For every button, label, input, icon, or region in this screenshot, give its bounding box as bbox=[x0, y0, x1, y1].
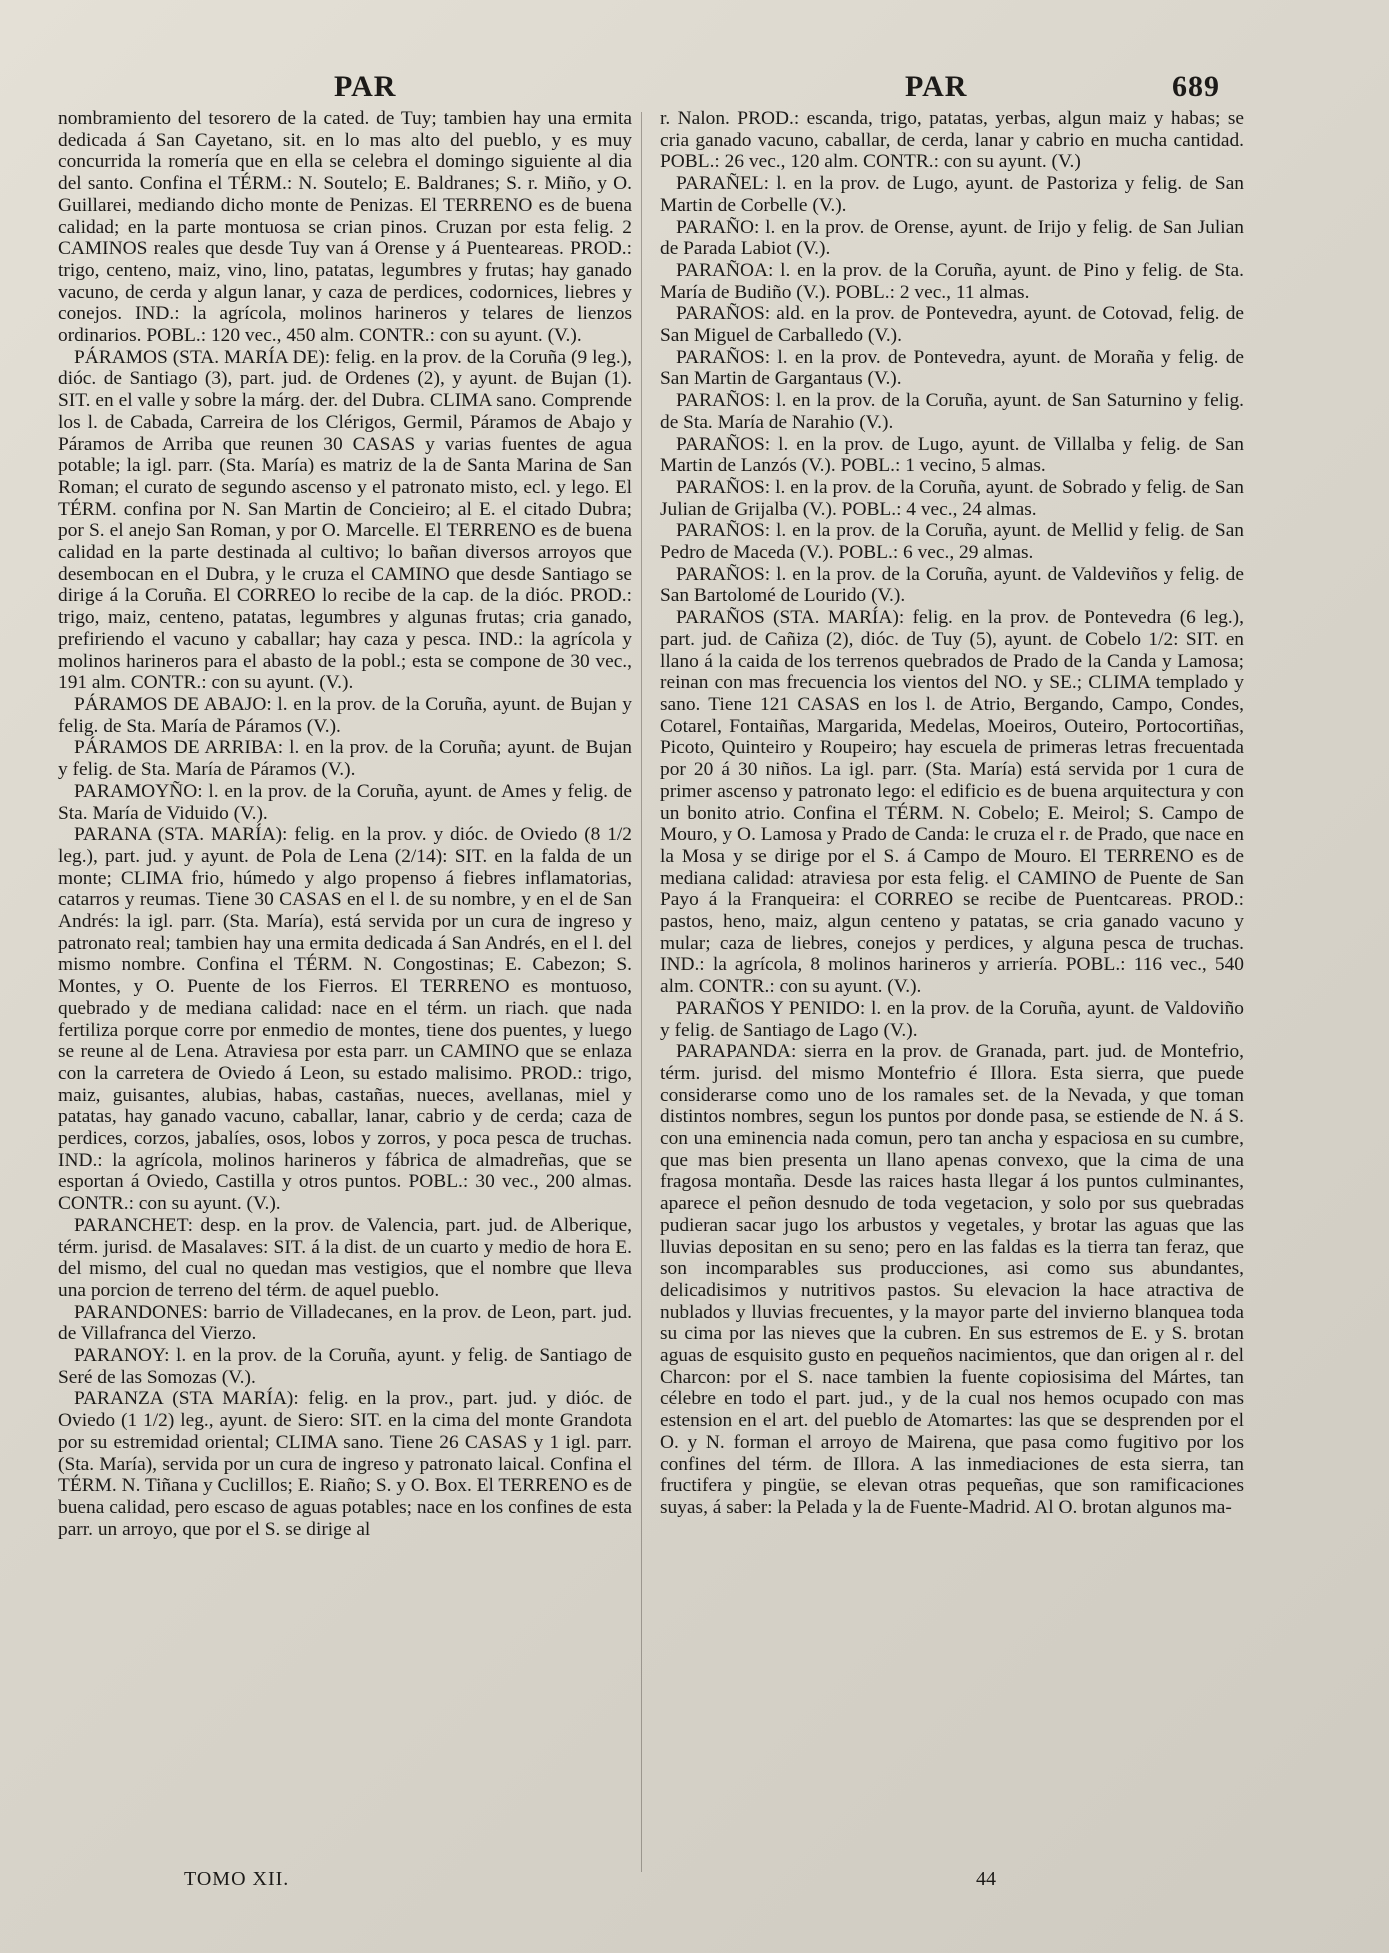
dictionary-entry: PARAPANDA: sierra en la prov. de Granada, part. jud. de Montefrio, térm. jurisd. del mismo Montefrio é Illora. Esta sierra, que puede considerarse como uno de los ramales set. de la Nevada, y que toman distintos nombres, segun los puntos por donde pasa, se estiende de N. á S. con una eminencia nada comun, pero tan ancha y espaciosa en su cumbre, que mas bien presenta un llano apenas convexo, que la cima de una fragosa montaña. Desde las raices hasta llegar á los puntos culminantes, aparece el peñon desnudo de toda vegetacion, y solo por sus quebradas pudieran sacar jugo los arbustos y vegetales, y brotar las aguas que las lluvias depositan en su seno; pero en las faldas es la tierra tan feraz, que son incomparables sus producciones, asi como sus abundantes, delicadisimos y nutritivos pastos. Su elevacion la hace atractiva de nublados y lluvias frecuentes, y la mayor parte del invierno blanquea toda su cima por las nieves que la cubren. En sus estremos de E. y S. brotan aguas de esquisito gusto en pequeños nacimientos, que dan origen al r. del Charcon: por el S. nace tambien la fuente copiosisima del Mártes, tan célebre en todo el part. jud., y de la cual nos hemos ocupado con mas estension en el art. del pueblo de Atomartes: las que se desprenden por el O. y N. forman el arroyo de Mairena, que pasa como fugitivo por los confines del térm. de Illora. A las inmediaciones de esta sierra, tan fructifera y pingüe, se elevan otras pequeñas, que son ramificaciones suyas, á saber: la Pelada y la de Fuente-Madrid. Al O. brotan algunos ma- bbox=[660, 1041, 1244, 1518]
page-number: 689 bbox=[1172, 70, 1220, 103]
dictionary-entry: PARAÑOS (STA. MARÍA): felig. en la prov. de Pontevedra (6 leg.), part. jud. de Cañiza (2), dióc. de Tuy (5), ayunt. de Cobelo 1/2: SIT. en llano á la caida de los terrenos quebrados de Prado de la Canda y Lamosa; reinan con mas frecuencia los vientos del NO. y SE.; CLIMA templado y sano. Tiene 121 CASAS en los l. de Atrio, Bergando, Campo, Condes, Cotarel, Fontaiñas, Margarida, Medelas, Moeiros, Outeiro, Portocortiñas, Picoto, Quinteiro y Roupeiro; hay escuela de primeras letras frecuentada por 20 á 30 niños. La igl. parr. (Sta. María) está servida por 1 cura de primer ascenso y patronato lego: el edificio es de buena arquitectura y con un bonito atrio. Confina el TÉRM. N. Cobelo; E. Meirol; S. Campo de Mouro, y O. Lamosa y Prado de Canda: le cruza el r. de Prado, que nace en la Mosa y se dirige por el S. á Campo de Mouro. El TERRENO es de mediana calidad: atraviesa por esta felig. el CAMINO de Puente de San Payo á la Franqueira: el CORREO se recibe de Puentcareas. PROD.: pastos, heno, maiz, algun centeno y patatas, se cria ganado vacuno y mular; caza de liebres, conejos y perdices, y alguna pesca de truchas. IND.: la agrícola, 8 molinos harineros y arriería. POBL.: 116 vec., 540 alm. CONTR.: con su ayunt. (V.). bbox=[660, 607, 1244, 998]
dictionary-entry: PARANZA (STA MARÍA): felig. en la prov., part. jud. y dióc. de Oviedo (1 1/2) leg., ayunt. de Siero: SIT. en la cima del monte Grandota por su estremidad oriental; CLIMA sano. Tiene 26 CASAS y 1 igl. parr. (Sta. María), servida por un cura de ingreso y patronato laical. Confina el TÉRM. N. Tiñana y Cuclillos; E. Riaño; S. y O. Box. El TERRENO es de buena calidad, pero escaso de aguas potables; nace en los confines de esta parr. un arroyo, que por el S. se dirige al bbox=[58, 1388, 632, 1540]
dictionary-entry: PARAÑOS: l. en la prov. de Pontevedra, ayunt. de Moraña y felig. de San Martin de Gargantaus (V.). bbox=[660, 346, 1244, 390]
dictionary-entry: PARANA (STA. MARÍA): felig. en la prov. y dióc. de Oviedo (8 1/2 leg.), part. jud. y ayunt. de Pola de Lena (2/14): SIT. en la falda de un monte; CLIMA frio, húmedo y algo propenso á fiebres inflamatorias, catarros y reumas. Tiene 30 CASAS en el l. de su nombre, y en el de San Andrés: la igl. parr. (Sta. María), está servida por un cura de ingreso y patronato real; tambien hay una ermita dedicada á San Andrés, en el l. del mismo nombre. Confina el TÉRM. N. Congostinas; E. Cabezon; S. Montes, y O. Puente de los Fierros. El TERRENO es montuoso, quebrado y de mediana calidad: nace en el térm. un riach. que nada fertiliza porque corre por enmedio de montes, tiene dos puentes, y luego se reune al de Lena. Atraviesa por esta parr. un CAMINO que se enlaza con la carretera de Oviedo á Leon, su estado malisimo. PROD.: trigo, maiz, guisantes, alubias, habas, castañas, nueces, avellanas, miel y patatas, hay ganado vacuno, caballar, lanar, cabrio y de cerda; caza de perdices, corzos, jabalíes, osos, lobos y zorros, y poca pesca de truchas. IND.: la agrícola, molinos harineros y fábrica de almadreñas, que se esportan á Oviedo, Castilla y otros puntos. POBL.: 30 vec., 200 almas. CONTR.: con su ayunt. (V.). bbox=[58, 824, 632, 1215]
dictionary-entry: PARANOY: l. en la prov. de la Coruña, ayunt. y felig. de Santiago de Seré de las Somozas (V.). bbox=[58, 1345, 632, 1388]
dictionary-entry: PÁRAMOS DE ABAJO: l. en la prov. de la Coruña, ayunt. de Bujan y felig. de Sta. María de Páramos (V.). bbox=[58, 693, 632, 737]
column-divider bbox=[641, 112, 642, 1872]
running-head-left: PAR bbox=[334, 70, 397, 103]
dictionary-entry: PARAÑOS: l. en la prov. de Lugo, ayunt. de Villalba y felig. de San Martin de Lanzós (V.). POBL.: 1 vecino, 5 almas. bbox=[660, 433, 1244, 477]
dictionary-entry: PARAÑOA: l. en la prov. de la Coruña, ayunt. de Pino y felig. de Sta. María de Budiño (V.). POBL.: 2 vec., 11 almas. bbox=[660, 259, 1244, 303]
dictionary-entry: PARAÑOS: l. en la prov. de la Coruña, ayunt. de Valdeviños y felig. de San Bartolomé de Lourido (V.). bbox=[660, 563, 1244, 607]
right-column bbox=[660, 108, 1244, 1868]
volume-label: TOMO XII. bbox=[184, 1868, 290, 1890]
running-head-right: PAR bbox=[905, 70, 968, 103]
dictionary-entry: PARAÑEL: l. en la prov. de Lugo, ayunt. de Pastoriza y felig. de San Martin de Corbelle (V.). bbox=[660, 173, 1244, 216]
dictionary-entry: PARAÑOS: l. en la prov. de la Coruña, ayunt. de San Saturnino y felig. de Sta. María de Narahio (V.). bbox=[660, 390, 1244, 433]
left-column bbox=[58, 108, 632, 1868]
dictionary-entry: PARANDONES: barrio de Villadecanes, en la prov. de Leon, part. jud. de Villafranca del Vierzo. bbox=[58, 1301, 632, 1345]
dictionary-entry: r. Nalon. PROD.: escanda, trigo, patatas, yerbas, algun maiz y habas; se cria ganado vacuno, caballar, de cerda, lanar y cabrio en mucha cantidad. POBL.: 26 vec., 120 alm. CONTR.: con su ayunt. (V.) bbox=[660, 108, 1244, 173]
dictionary-entry: PARAMOYÑO: l. en la prov. de la Coruña, ayunt. de Ames y felig. de Sta. María de Viduido (V.). bbox=[58, 780, 632, 824]
dictionary-entry: PARAÑOS: ald. en la prov. de Pontevedra, ayunt. de Cotovad, felig. de San Miguel de Carballedo (V.). bbox=[660, 303, 1244, 347]
dictionary-entry: nombramiento del tesorero de la cated. de Tuy; tambien hay una ermita dedicada á San Cayetano, sit. en lo mas alto del pueblo, y es muy concurrida la romería que en ella se celebra el domingo siguiente al dia del santo. Confina el TÉRM.: N. Soutelo; E. Baldranes; S. r. Miño, y O. Guillarei, mediando dicho monte de Penizas. El TERRENO es de buena calidad; en la parte montuosa se crian pinos. Cruzan por esta felig. 2 CAMINOS reales que desde Tuy van á Orense y á Puenteareas. PROD.: trigo, centeno, maiz, vino, lino, patatas, legumbres y frutas; hay ganado vacuno, de cerda y algun lanar, y caza de perdices, codornices, liebres y conejos. IND.: la agrícola, molinos harineros y telares de lienzos ordinarios. POBL.: 120 vec., 450 alm. CONTR.: con su ayunt. (V.). bbox=[58, 108, 632, 347]
dictionary-entry: PÁRAMOS DE ARRIBA: l. en la prov. de la Coruña; ayunt. de Bujan y felig. de Sta. María de Páramos (V.). bbox=[58, 737, 632, 781]
dictionary-entry: PARAÑOS Y PENIDO: l. en la prov. de la Coruña, ayunt. de Valdoviño y felig. de Santiago de Lago (V.). bbox=[660, 997, 1244, 1041]
dictionary-entry: PARAÑOS: l. en la prov. de la Coruña, ayunt. de Sobrado y felig. de San Julian de Grijalba (V.). POBL.: 4 vec., 24 almas. bbox=[660, 476, 1244, 520]
signature-mark: 44 bbox=[976, 1868, 996, 1890]
dictionary-entry: PÁRAMOS (STA. MARÍA DE): felig. en la prov. de la Coruña (9 leg.), dióc. de Santiago (3), part. jud. de Ordenes (2), y ayunt. de Bujan (1). SIT. en el valle y sobre la márg. der. del Dubra. CLIMA sano. Comprende los l. de Cabada, Carreira de los Clérigos, Germil, Páramos de Abajo y Páramos de Arriba que reunen 30 CASAS y varias fuentes de agua potable; la igl. parr. (Sta. María) es matriz de la de Santa Marina de San Roman; el curato de segundo ascenso y el patronato misto, ecl. y lego. El TÉRM. confina por N. San Martin de Concieiro; al E. el citado Dubra; por S. el anejo San Roman, y por O. Marcelle. El TERRENO es de buena calidad en la parte destinada al cultivo; lo bañan diversos arroyos que desembocan en el Dubra, y le cruza el CAMINO que desde Santiago se dirige á la Coruña. El CORREO lo recibe de la cap. de la dióc. PROD.: trigo, maiz, centeno, patatas, legumbres y algunas frutas; cria ganado, prefiriendo el vacuno y caballar; hay caza y pesca. IND.: la agrícola y molinos harineros para el abasto de la pobl.; esta se compone de 30 vec., 191 alm. CONTR.: con su ayunt. (V.). bbox=[58, 346, 632, 694]
dictionary-entry: PARAÑOS: l. en la prov. de la Coruña, ayunt. de Mellid y felig. de San Pedro de Maceda (V.). POBL.: 6 vec., 29 almas. bbox=[660, 520, 1244, 564]
dictionary-entry: PARAÑO: l. en la prov. de Orense, ayunt. de Irijo y felig. de San Julian de Parada Labiot (V.). bbox=[660, 216, 1244, 260]
dictionary-entry: PARANCHET: desp. en la prov. de Valencia, part. jud. de Alberique, térm. jurisd. de Masalaves: SIT. á la dist. de un cuarto y medio de hora E. del mismo, del cual no quedan mas vestigios, que el nombre que lleva una porcion de terreno del térm. de aquel pueblo. bbox=[58, 1214, 632, 1301]
